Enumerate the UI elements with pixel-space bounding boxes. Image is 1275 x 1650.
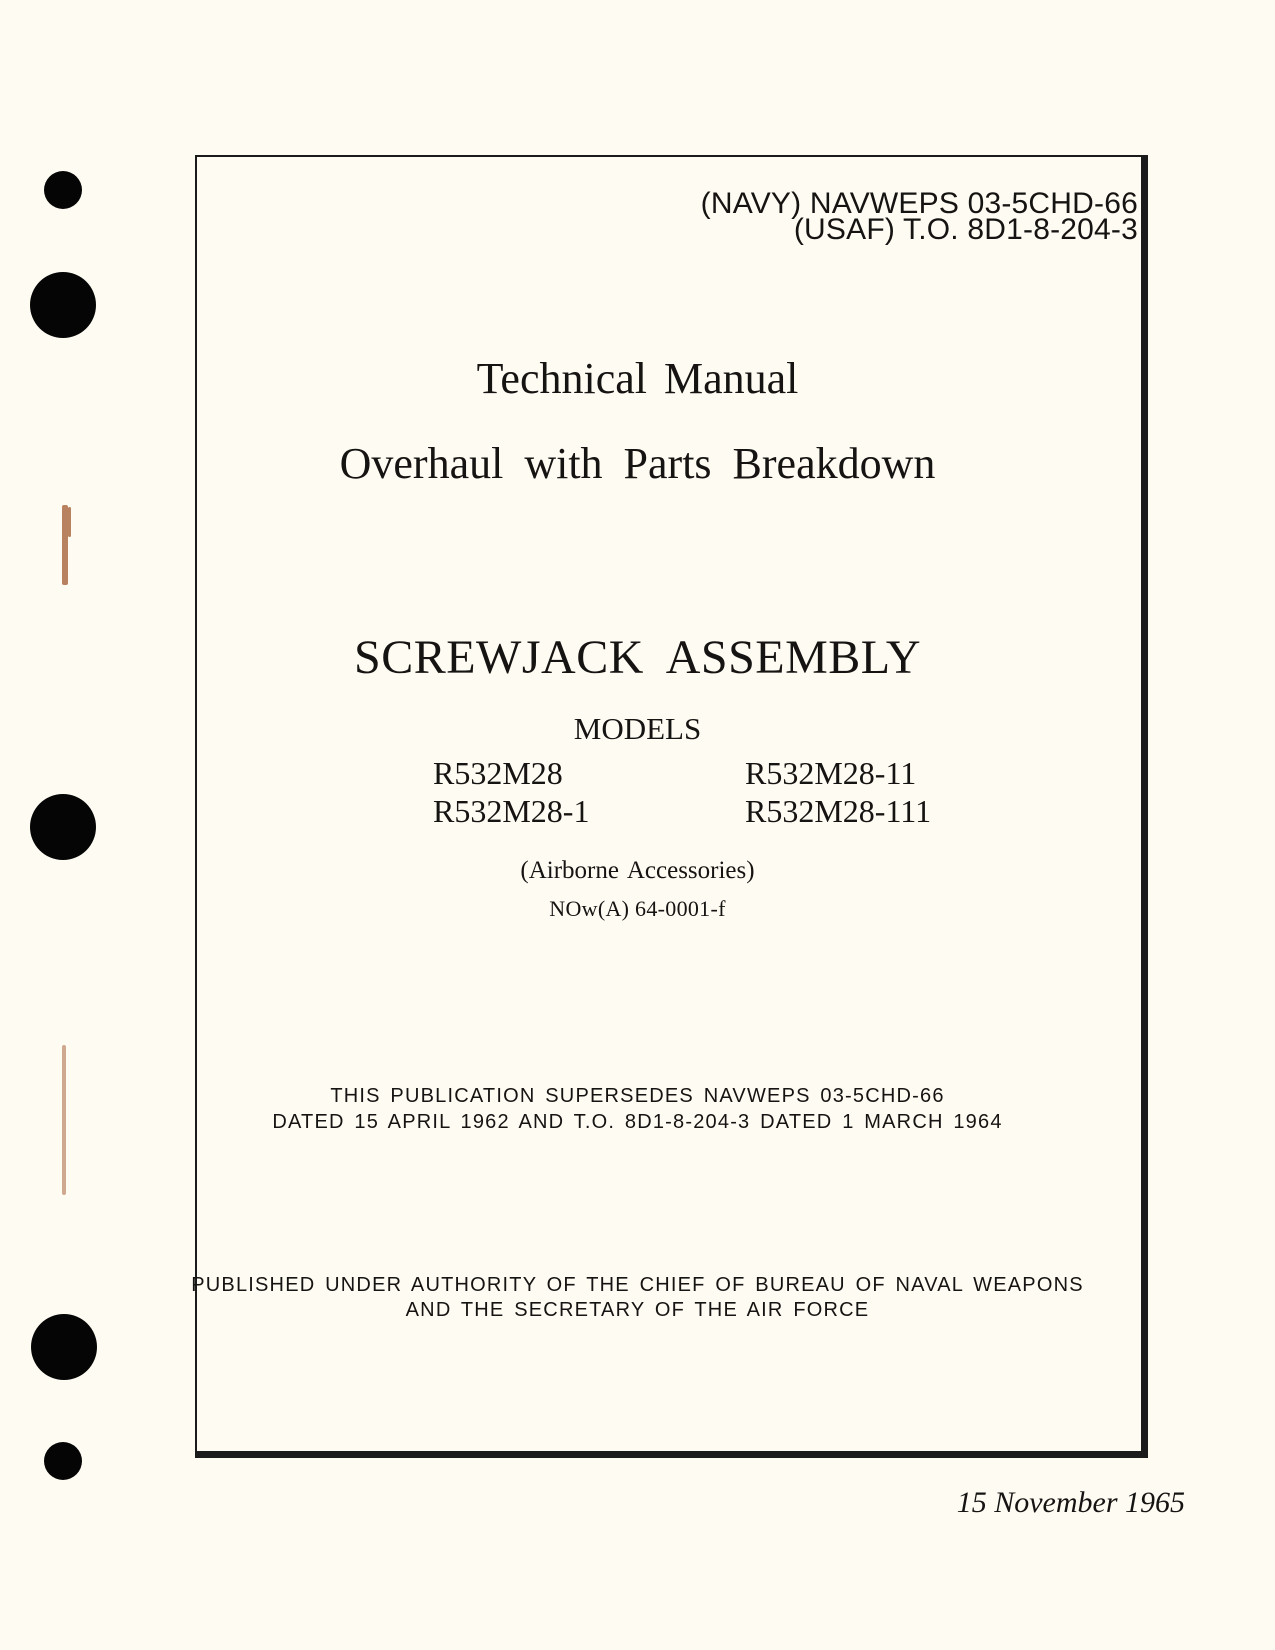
publication-date: 15 November 1965 (956, 1486, 1185, 1519)
rust-stain (68, 507, 71, 537)
models-heading: MODELS (573, 711, 702, 746)
binder-hole (31, 1314, 97, 1380)
binder-hole (30, 794, 96, 860)
binder-hole (44, 171, 82, 209)
document-type-title: Technical Manual (476, 354, 799, 403)
binder-hole (44, 1442, 82, 1480)
model-number: R532M28-11 (745, 755, 917, 791)
authority-notice-line1: PUBLISHED UNDER AUTHORITY OF THE CHIEF OF BUREAU OF NAVAL WEAPONS (191, 1274, 1084, 1296)
model-number: R532M28 (433, 755, 563, 791)
document-subtitle: Overhaul with Parts Breakdown (339, 439, 936, 488)
contract-number: NOw(A) 64-0001-f (549, 896, 726, 921)
navy-publication-number: (NAVY) NAVWEPS 03-5CHD-66 (700, 187, 1138, 220)
supersedes-notice-line2: DATED 15 APRIL 1962 AND T.O. 8D1-8-204-3 DATED 1 MARCH 1964 (272, 1111, 1003, 1133)
product-name: SCREWJACK ASSEMBLY (354, 631, 921, 684)
model-number: R532M28-1 (433, 793, 590, 829)
binder-hole (30, 272, 96, 338)
usaf-publication-number: (USAF) T.O. 8D1-8-204-3 (793, 213, 1138, 246)
authority-notice-line2: AND THE SECRETARY OF THE AIR FORCE (405, 1299, 870, 1321)
model-number: R532M28-111 (745, 793, 932, 829)
page-border-frame (195, 155, 1148, 1458)
supersedes-notice-line1: THIS PUBLICATION SUPERSEDES NAVWEPS 03-5CHD-66 (330, 1085, 945, 1107)
product-category: (Airborne Accessories) (520, 857, 755, 884)
